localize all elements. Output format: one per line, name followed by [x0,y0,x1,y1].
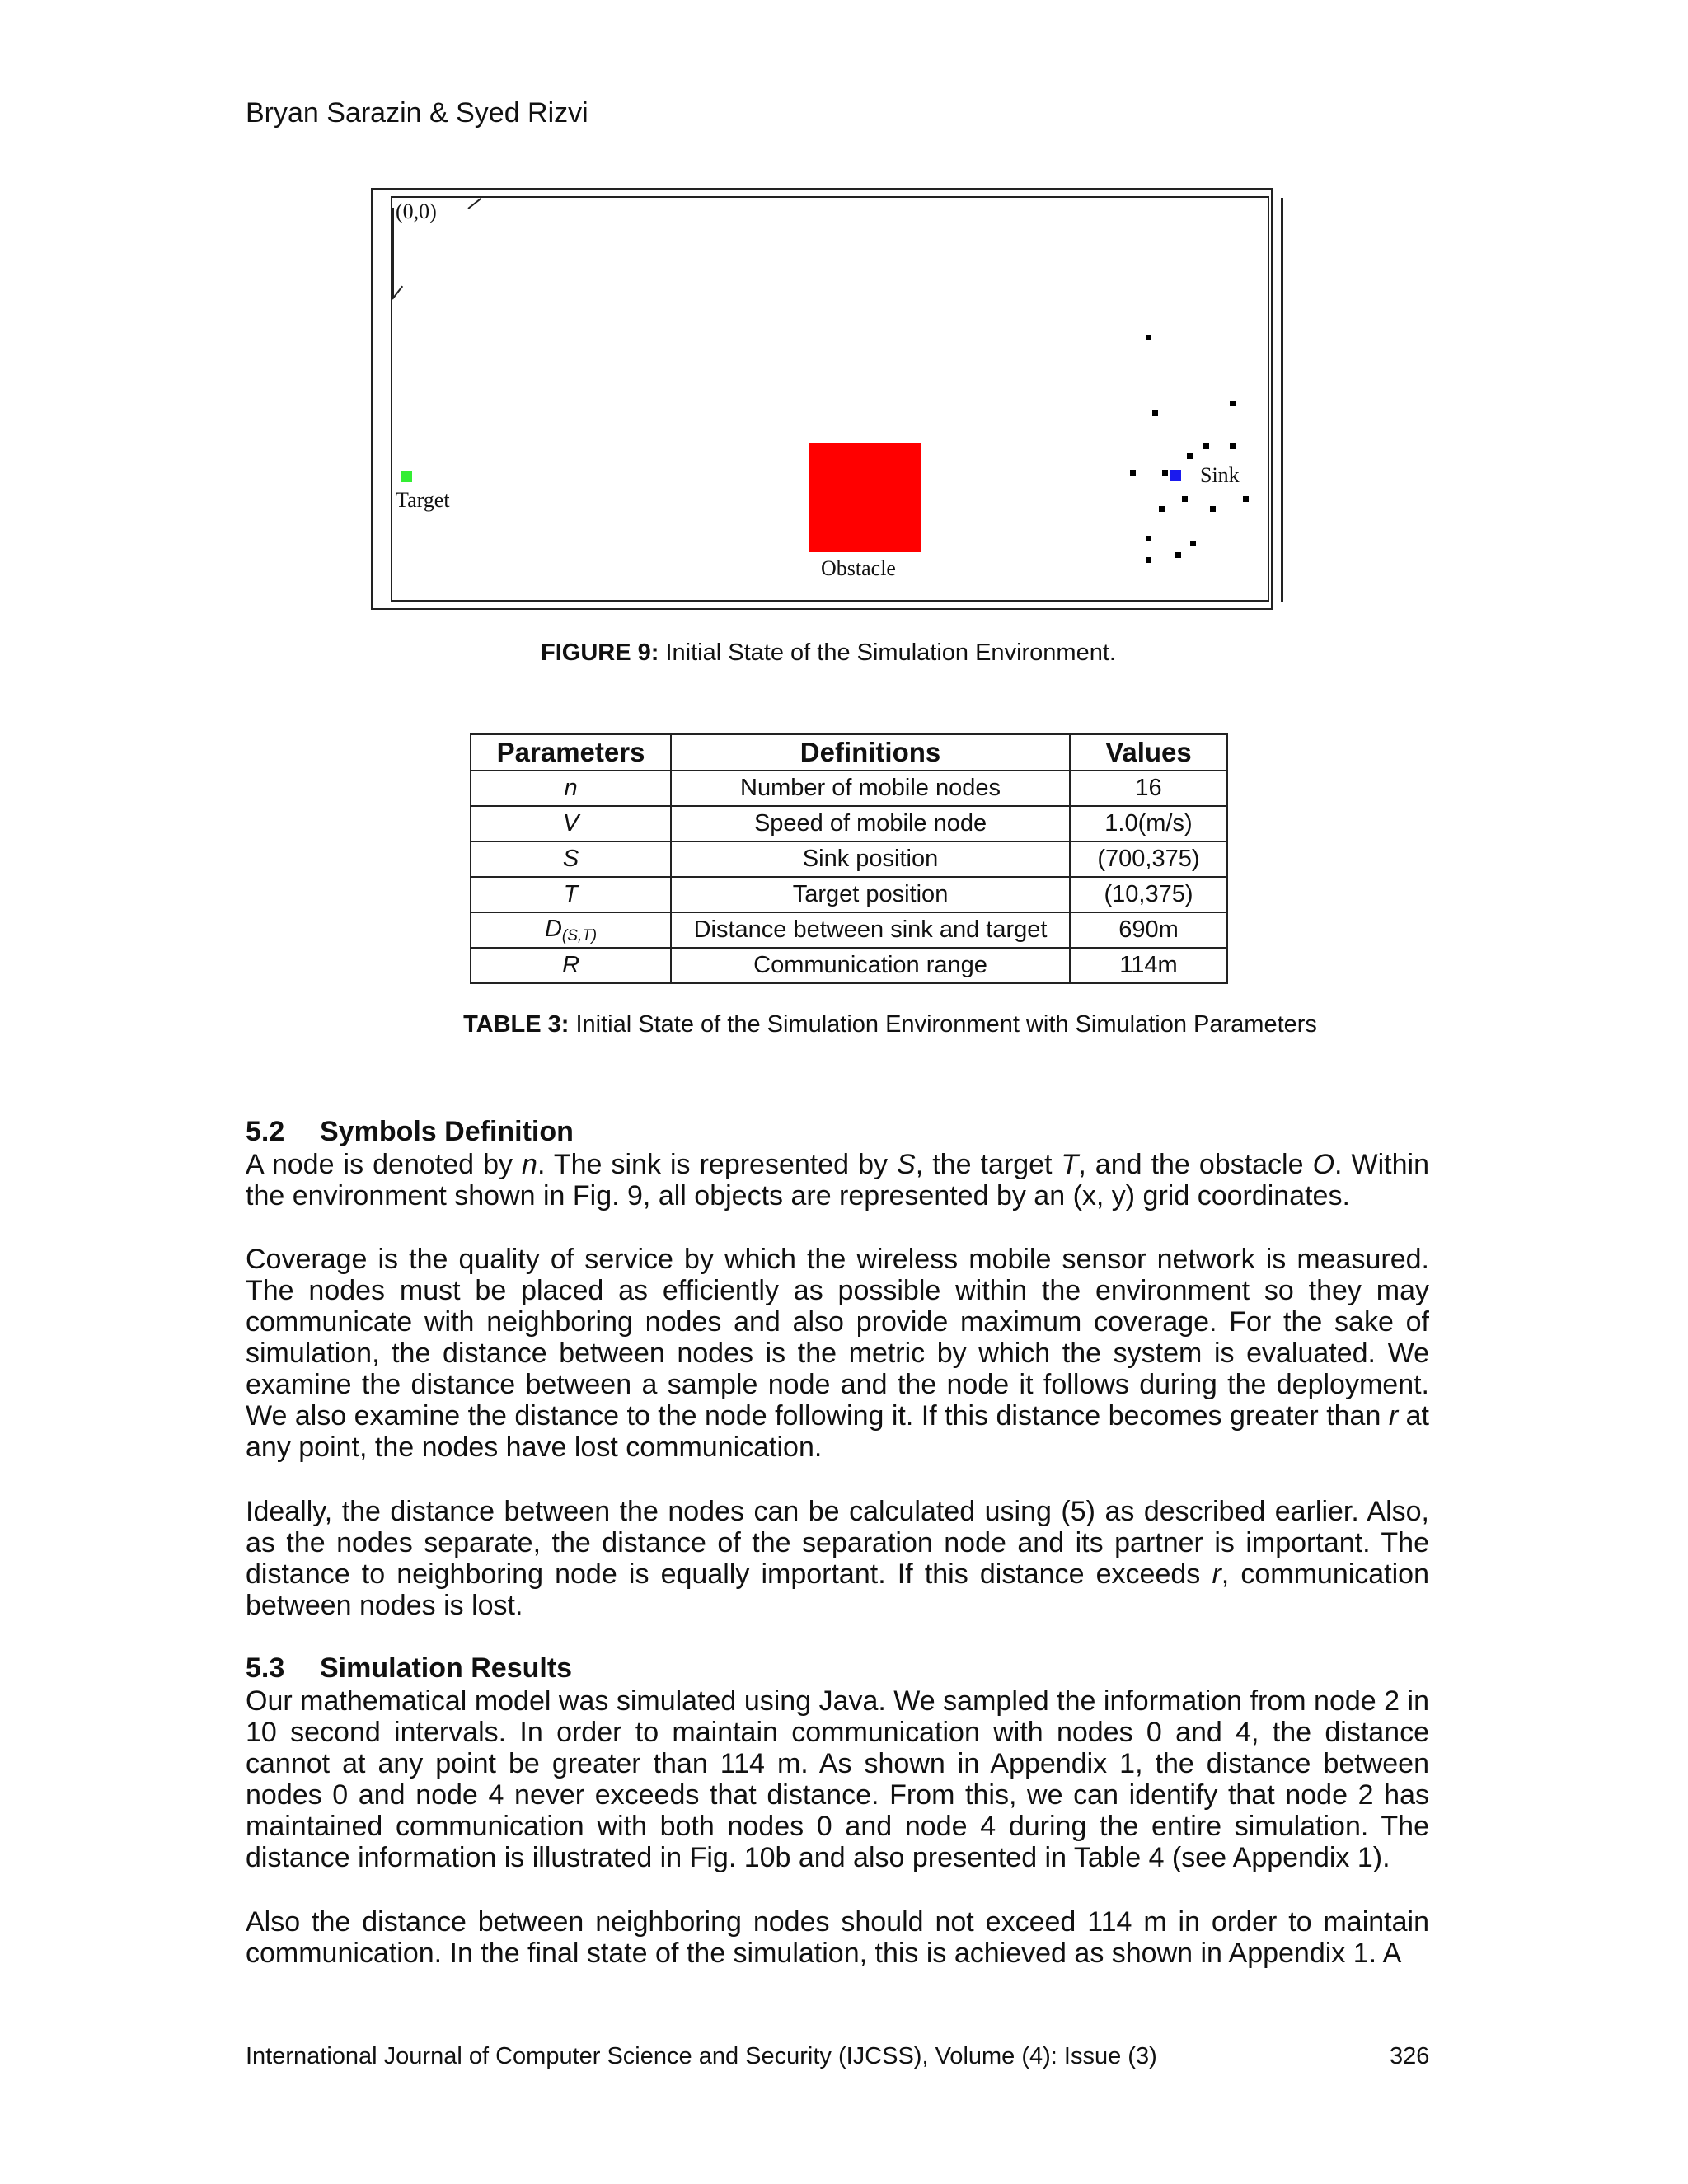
y-axis-line [392,208,394,298]
mobile-node [1162,470,1168,476]
definition-cell: Number of mobile nodes [671,771,1070,806]
page-number: 326 [1390,2043,1430,2069]
value-cell: (700,375) [1070,841,1227,877]
mobile-node [1159,506,1165,512]
paragraph [246,1149,1429,1212]
table-caption [0,1011,1688,1038]
value-cell: 690m [1070,912,1227,948]
value-cell: (10,375) [1070,877,1227,912]
symbol-s: S [897,1149,916,1180]
definition-cell: Distance between sink and target [671,912,1070,948]
mobile-node [1243,496,1249,502]
param-cell: V [471,806,671,841]
param-symbol: D [544,915,562,942]
section-heading [246,1116,574,1148]
text-run: . The sink is represented by [537,1149,898,1180]
symbol-o: O [1312,1149,1335,1180]
section-number: 5.2 [246,1116,285,1147]
mobile-node [1152,410,1158,416]
parameters-table [470,733,1228,984]
definition-cell: Sink position [671,841,1070,877]
value-cell: 1.0(m/s) [1070,806,1227,841]
mobile-node [1175,552,1181,558]
figure-frame-shadow [1281,198,1283,602]
table-row [471,806,1227,841]
value-cell: 16 [1070,771,1227,806]
definition-cell: Communication range [671,948,1070,983]
value-cell: 114m [1070,948,1227,983]
param-cell: n [471,771,671,806]
journal-footer: International Journal of Computer Science and Security (IJCSS), Volume (4): Issue (3) [246,2043,1157,2069]
text-run: . Within the environment shown in Fig. 9, all objects are represented by an (x, y) grid coordinates. [246,1149,1429,1212]
table-row [471,948,1227,983]
table-caption-text: Initial State of the Simulation Environment with Simulation Parameters [569,1011,1317,1038]
text-run: at any point, the nodes have lost communication. [246,1400,1429,1463]
definition-cell: Speed of mobile node [671,806,1070,841]
mobile-node [1146,536,1151,541]
paragraph [246,1496,1429,1621]
origin-label: (0,0) [396,199,437,223]
definition-cell: Target position [671,877,1070,912]
symbol-r: r [1212,1558,1221,1590]
text-run: , and the obstacle [1078,1149,1313,1180]
section-title: Symbols Definition [320,1116,574,1147]
text-run: , communication between nodes is lost. [246,1558,1430,1621]
figure-caption-label: FIGURE 9: [541,640,659,666]
target-label: Target [396,488,450,512]
running-header: Bryan Sarazin & Syed Rizvi [246,97,588,129]
mobile-node [1210,506,1216,512]
mobile-node [1203,443,1209,449]
sink-label: Sink [1200,463,1240,487]
mobile-node [1230,401,1236,406]
section-number: 5.3 [246,1652,285,1684]
text-run: Ideally, the distance between the nodes can be calculated using (5) as described earlier. Also, as the nodes separate, the distance of the separation node and its partner is important. The distance to neighboring node is equally important. If this distance exceeds [246,1496,1429,1590]
mobile-node [1130,470,1136,476]
section-heading [246,1652,572,1685]
paragraph [246,1244,1429,1463]
param-cell: R [471,948,671,983]
param-subscript: (S,T) [561,926,598,944]
table-row [471,841,1227,877]
symbol-r: r [1388,1400,1399,1432]
section-title: Simulation Results [320,1652,573,1684]
table-row [471,912,1227,948]
mobile-node [1190,541,1196,546]
text-run: , the target [915,1149,1062,1180]
text-run: Coverage is the quality of service by which the wireless mobile sensor network is measured. The nodes must be placed as efficiently as possible within the environment so they may communicate with neighboring nodes and also provide maximum coverage. For the sake of simulation, the distance between nodes is the metric by which the system is evaluated. We examine the distance between a sample node and the node it follows during the deployment. We also examine the distance to the node following it. If this distance becomes greater than [246,1244,1429,1432]
table-header-row [471,734,1227,771]
table-header-cell: Values [1070,734,1227,771]
sink-marker [1170,470,1181,481]
table-row [471,877,1227,912]
table-header-cell: Definitions [671,734,1070,771]
paragraph: Our mathematical model was simulated using Java. We sampled the information from node 2 in 10 second intervals. In order to maintain communication with nodes 0 and 4, the distance cannot at any point be greater than 114 m. As shown in Appendix 1, the distance between nodes 0 and node 4 never exceeds that distance. From this, we can identify that node 2 has maintained communication with both nodes 0 and node 4 during the entire simulation. The distance information is illustrated in Fig. 10b and also presented in Table 4 (see Appendix 1). [246,1685,1429,1873]
table-row [471,771,1227,806]
obstacle-label: Obstacle [821,556,896,580]
mobile-node [1230,443,1236,449]
figure-caption [0,640,1657,667]
mobile-node [1146,335,1151,340]
target-marker [401,471,412,482]
symbol-n: n [522,1149,537,1180]
param-cell [471,912,671,948]
mobile-node [1187,453,1193,459]
mobile-node [1182,496,1188,502]
param-cell: S [471,841,671,877]
paragraph: Also the distance between neighboring nodes should not exceed 114 m in order to maintain communication. In the final state of the simulation, this is achieved as shown in Appendix 1. A [246,1906,1429,1969]
table-header-cell: Parameters [471,734,671,771]
table-caption-label: TABLE 3: [463,1011,570,1038]
mobile-node [1146,557,1151,563]
figure-caption-text: Initial State of the Simulation Environment. [659,640,1116,666]
param-cell: T [471,877,671,912]
obstacle-block [809,443,921,552]
symbol-t: T [1061,1149,1079,1180]
text-run: A node is denoted by [246,1149,523,1180]
